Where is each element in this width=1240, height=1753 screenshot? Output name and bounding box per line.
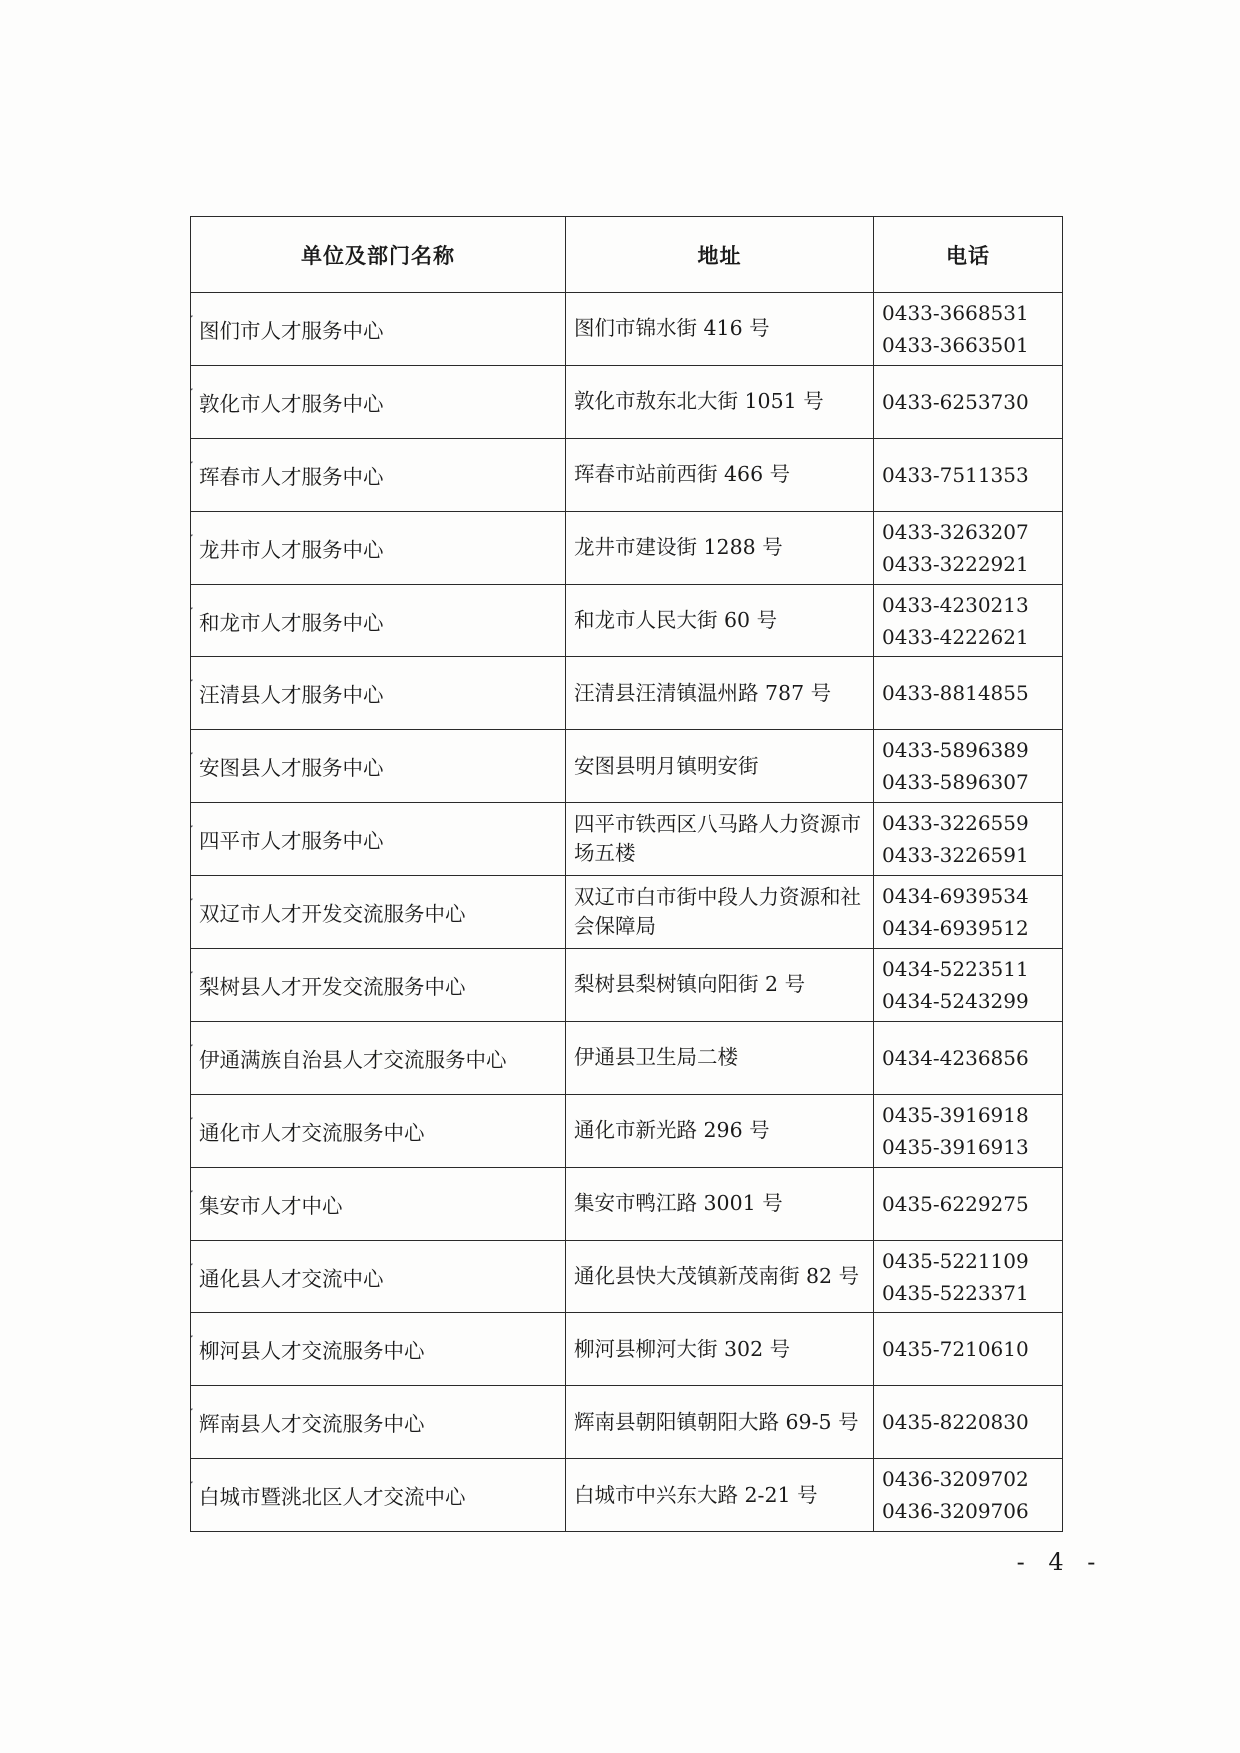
phone-number: 0435-7210610 (882, 1337, 1029, 1362)
unit-name-cell (191, 1240, 566, 1313)
unit-name: 安图县人才服务中心 (199, 756, 384, 781)
table-header (191, 217, 1063, 293)
phone-cell (874, 438, 1063, 511)
address-cell (566, 1240, 874, 1313)
phone-number: 0435-5221109 (882, 1248, 1029, 1273)
address-cell (566, 293, 874, 366)
page-number: - 4 - (1016, 1548, 1104, 1576)
unit-name: 汪清县人才服务中心 (199, 683, 384, 708)
table-row (191, 1167, 1063, 1240)
check-mark-icon (191, 825, 194, 853)
unit-name: 柳河县人才交流服务中心 (199, 1339, 425, 1364)
address-cell (566, 1094, 874, 1167)
table-row (191, 1459, 1063, 1532)
phone-number: 0434-5223511 (882, 956, 1029, 981)
unit-name-cell (191, 1386, 566, 1459)
phone-number: 0433-6253730 (882, 389, 1029, 414)
address-text: 伊通县卫生局二楼 (574, 1045, 738, 1070)
check-mark-icon (191, 1481, 194, 1509)
unit-name: 集安市人才中心 (199, 1193, 343, 1218)
phone-number: 0434-6939534 (882, 884, 1029, 909)
phone-cell (874, 1240, 1063, 1313)
table-row (191, 1240, 1063, 1313)
table-row (191, 949, 1063, 1022)
address-text: 梨树县梨树镇向阳街 2 号 (574, 972, 806, 997)
address-cell (566, 1021, 874, 1094)
phone-number: 0434-6939512 (882, 916, 1029, 941)
address-cell (566, 511, 874, 584)
table-row (191, 657, 1063, 730)
unit-name: 通化县人才交流中心 (199, 1266, 384, 1291)
table-row (191, 584, 1063, 657)
unit-name-cell (191, 876, 566, 949)
phone-cell (874, 293, 1063, 366)
check-mark-icon (191, 1408, 194, 1436)
check-mark-icon (191, 752, 194, 780)
check-mark-icon (191, 1190, 194, 1218)
unit-name-cell (191, 803, 566, 876)
phone-number: 0433-5896307 (882, 770, 1029, 795)
address-text: 汪清县汪清镇温州路 787 号 (574, 680, 832, 705)
check-mark-icon (191, 1044, 194, 1072)
address-text: 通化县快大茂镇新茂南街 82 号 (574, 1264, 860, 1289)
address-text: 白城市中兴东大路 2-21 号 (574, 1482, 818, 1507)
phone-cell (874, 511, 1063, 584)
phone-cell (874, 949, 1063, 1022)
phone-number: 0435-3916913 (882, 1134, 1029, 1159)
phone-cell (874, 876, 1063, 949)
check-mark-icon (191, 1263, 194, 1291)
check-mark-icon (191, 1117, 194, 1145)
unit-name: 双辽市人才开发交流服务中心 (199, 902, 466, 927)
address-cell (566, 657, 874, 730)
header-name: 单位及部门名称 (191, 217, 566, 293)
phone-number: 0434-4236856 (882, 1045, 1029, 1070)
phone-number: 0435-5223371 (882, 1280, 1029, 1305)
address-cell (566, 876, 874, 949)
address-text: 双辽市白市街中段人力资源和社会保障局 (574, 885, 861, 939)
unit-name: 和龙市人才服务中心 (199, 610, 384, 635)
unit-name: 伊通满族自治县人才交流服务中心 (199, 1047, 507, 1072)
phone-number: 0436-3209702 (882, 1467, 1029, 1492)
unit-name-cell (191, 657, 566, 730)
phone-number: 0433-3263207 (882, 519, 1029, 544)
address-text: 安图县明月镇明安街 (574, 753, 759, 778)
phone-cell (874, 1094, 1063, 1167)
phone-number: 0433-3226591 (882, 843, 1029, 868)
unit-name-cell (191, 511, 566, 584)
unit-name: 通化市人才交流服务中心 (199, 1120, 425, 1145)
phone-number: 0433-8814855 (882, 681, 1029, 706)
unit-name-cell (191, 584, 566, 657)
address-text: 集安市鸭江路 3001 号 (574, 1191, 783, 1216)
header-row (191, 217, 1063, 293)
address-text: 辉南县朝阳镇朝阳大路 69-5 号 (574, 1409, 859, 1434)
phone-number: 0433-5896389 (882, 738, 1029, 763)
unit-name-cell (191, 1021, 566, 1094)
phone-number: 0435-3916918 (882, 1102, 1029, 1127)
phone-cell (874, 1167, 1063, 1240)
address-text: 四平市铁西区八马路人力资源市场五楼 (574, 812, 861, 866)
unit-name: 梨树县人才开发交流服务中心 (199, 974, 466, 999)
phone-cell (874, 1459, 1063, 1532)
address-cell (566, 365, 874, 438)
table-row (191, 876, 1063, 949)
check-mark-icon (191, 315, 194, 343)
unit-name-cell (191, 1167, 566, 1240)
phone-cell (874, 1021, 1063, 1094)
phone-number: 0434-5243299 (882, 988, 1029, 1013)
table-row (191, 1094, 1063, 1167)
phone-cell (874, 657, 1063, 730)
address-cell (566, 438, 874, 511)
phone-cell (874, 730, 1063, 803)
phone-number: 0433-7511353 (882, 462, 1029, 487)
unit-name: 龙井市人才服务中心 (199, 537, 384, 562)
table-row (191, 365, 1063, 438)
check-mark-icon (191, 679, 194, 707)
check-mark-icon (191, 461, 194, 489)
unit-name-cell (191, 730, 566, 803)
phone-number: 0435-6229275 (882, 1191, 1029, 1216)
phone-cell (874, 365, 1063, 438)
phone-cell (874, 1386, 1063, 1459)
address-text: 龙井市建设街 1288 号 (574, 535, 783, 560)
unit-name-cell (191, 365, 566, 438)
phone-number: 0433-3663501 (882, 332, 1029, 357)
table-row (191, 511, 1063, 584)
address-cell (566, 1459, 874, 1532)
table-row (191, 803, 1063, 876)
check-mark-icon (191, 534, 194, 562)
phone-number: 0433-3222921 (882, 551, 1029, 576)
unit-name-cell (191, 1094, 566, 1167)
phone-cell (874, 803, 1063, 876)
address-cell (566, 1313, 874, 1386)
phone-number: 0433-3226559 (882, 811, 1029, 836)
unit-name: 珲春市人才服务中心 (199, 464, 384, 489)
unit-name-cell (191, 1459, 566, 1532)
unit-name: 四平市人才服务中心 (199, 829, 384, 854)
unit-name: 敦化市人才服务中心 (199, 391, 384, 416)
unit-name: 辉南县人才交流服务中心 (199, 1412, 425, 1437)
unit-name: 图们市人才服务中心 (199, 318, 384, 343)
phone-number: 0433-4222621 (882, 624, 1029, 649)
table-body (191, 293, 1063, 1532)
check-mark-icon (191, 898, 194, 926)
address-cell (566, 1167, 874, 1240)
address-text: 珲春市站前西街 466 号 (574, 462, 791, 487)
unit-name-cell (191, 293, 566, 366)
unit-name-cell (191, 1313, 566, 1386)
header-phone: 电话 (874, 217, 1063, 293)
phone-number: 0433-3668531 (882, 300, 1029, 325)
address-text: 和龙市人民大街 60 号 (574, 608, 778, 632)
table-row (191, 1021, 1063, 1094)
header-address: 地址 (566, 217, 874, 293)
table-row (191, 438, 1063, 511)
directory-table (190, 216, 1063, 1532)
unit-name: 白城市暨洮北区人才交流中心 (199, 1485, 466, 1510)
phone-cell (874, 1313, 1063, 1386)
address-text: 柳河县柳河大街 302 号 (574, 1336, 791, 1361)
check-mark-icon (191, 1335, 194, 1363)
address-text: 敦化市敖东北大街 1051 号 (574, 389, 824, 414)
table-row (191, 1313, 1063, 1386)
check-mark-icon (191, 388, 194, 416)
address-text: 通化市新光路 296 号 (574, 1118, 770, 1143)
check-mark-icon (191, 607, 194, 635)
phone-number: 0435-8220830 (882, 1410, 1029, 1435)
table-row (191, 293, 1063, 366)
phone-number: 0436-3209706 (882, 1499, 1029, 1524)
unit-name-cell (191, 949, 566, 1022)
table-row (191, 1386, 1063, 1459)
address-cell (566, 584, 874, 657)
phone-number: 0433-4230213 (882, 592, 1029, 617)
check-mark-icon (191, 971, 194, 999)
address-cell (566, 803, 874, 876)
address-text: 图们市锦水街 416 号 (574, 316, 770, 341)
phone-cell (874, 584, 1063, 657)
address-cell (566, 1386, 874, 1459)
table-row (191, 730, 1063, 803)
address-cell (566, 730, 874, 803)
unit-name-cell (191, 438, 566, 511)
address-cell (566, 949, 874, 1022)
